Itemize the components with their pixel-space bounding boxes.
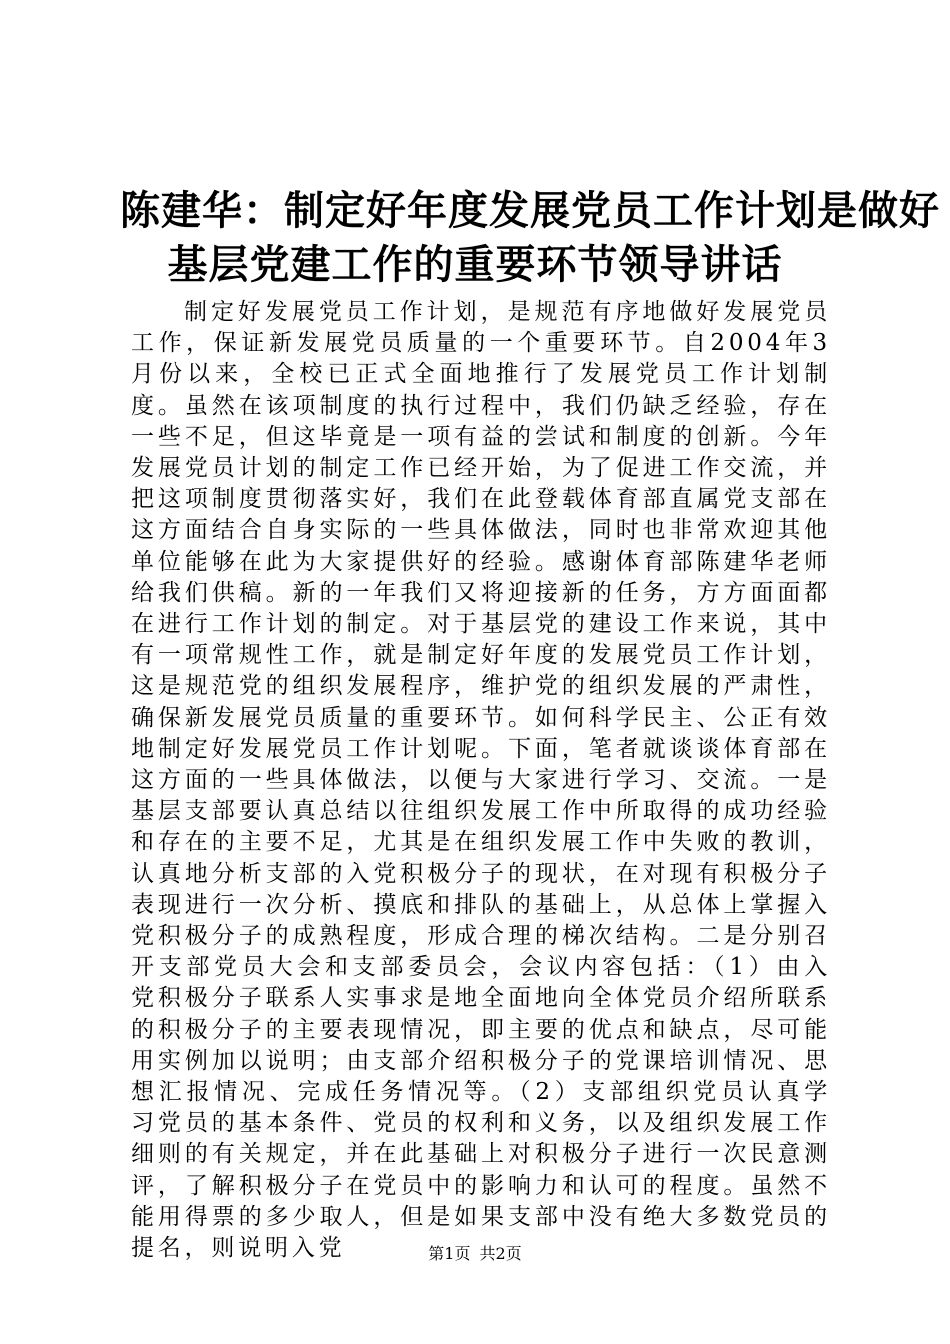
page-number: 第1页: [428, 1244, 471, 1263]
page-total: 共2页: [479, 1244, 522, 1263]
document-title-line-1: 陈建华：制定好年度发展党员工作计划是做好: [120, 187, 940, 234]
page-footer: [0, 1244, 950, 1264]
document-title-line-2: 基层党建工作的重要环节领导讲话: [167, 241, 783, 288]
body-paragraph: 制定好发展党员工作计划，是规范有序地做好发展党员工作，保证新发展党员质量的一个重要环节。自2004年3月份以来，全校已正式全面地推行了发展党员工作计划制度。虽然在该项制度的执行过程中，我们仍缺乏经验，存在一些不足，但这毕竟是一项有益的尝试和制度的创新。今年发展党员计划的制定工作已经开始，为了促进工作交流，并把这项制度贯彻落实好，我们在此登载体育部直属党支部在这方面结合自身实际的一些具体做法，同时也非常欢迎其他单位能够在此为大家提供好的经验。感谢体育部陈建华老师给我们供稿。新的一年我们又将迎接新的任务，方方面面都在进行工作计划的制定。对于基层党的建设工作来说，其中有一项常规性工作，就是制定好年度的发展党员工作计划，这是规范党的组织发展程序，维护党的组织发展的严肃性，确保新发展党员质量的重要环节。如何科学民主、公正有效地制定好发展党员工作计划呢。下面，笔者就谈谈体育部在这方面的一些具体做法，以便与大家进行学习、交流。一是基层支部要认真总结以往组织发展工作中所取得的成功经验和存在的主要不足，尤其是在组织发展工作中失败的教训，认真地分析支部的入党积极分子的现状，在对现有积极分子表现进行一次分析、摸底和排队的基础上，从总体上掌握入党积极分子的成熟程度，形成合理的梯次结构。二是分别召开支部党员大会和支部委员会，会议内容包括：（1）由入党积极分子联系人实事求是地全面地向全体党员介绍所联系的积极分子的主要表现情况，即主要的优点和缺点，尽可能用实例加以说明；由支部介绍积极分子的党课培训情况、思想汇报情况、完成任务情况等。（2）支部组织党员认真学习党员的基本条件、党员的权利和义务，以及组织发展工作细则的有关规定，并在此基础上对积极分子进行一次民意测评，了解积极分子在党员中的影响力和认可的程度。虽然不能用得票的多少取人，但是如果支部中没有绝大多数党员的提名，则说明入党: [131, 299, 831, 1262]
